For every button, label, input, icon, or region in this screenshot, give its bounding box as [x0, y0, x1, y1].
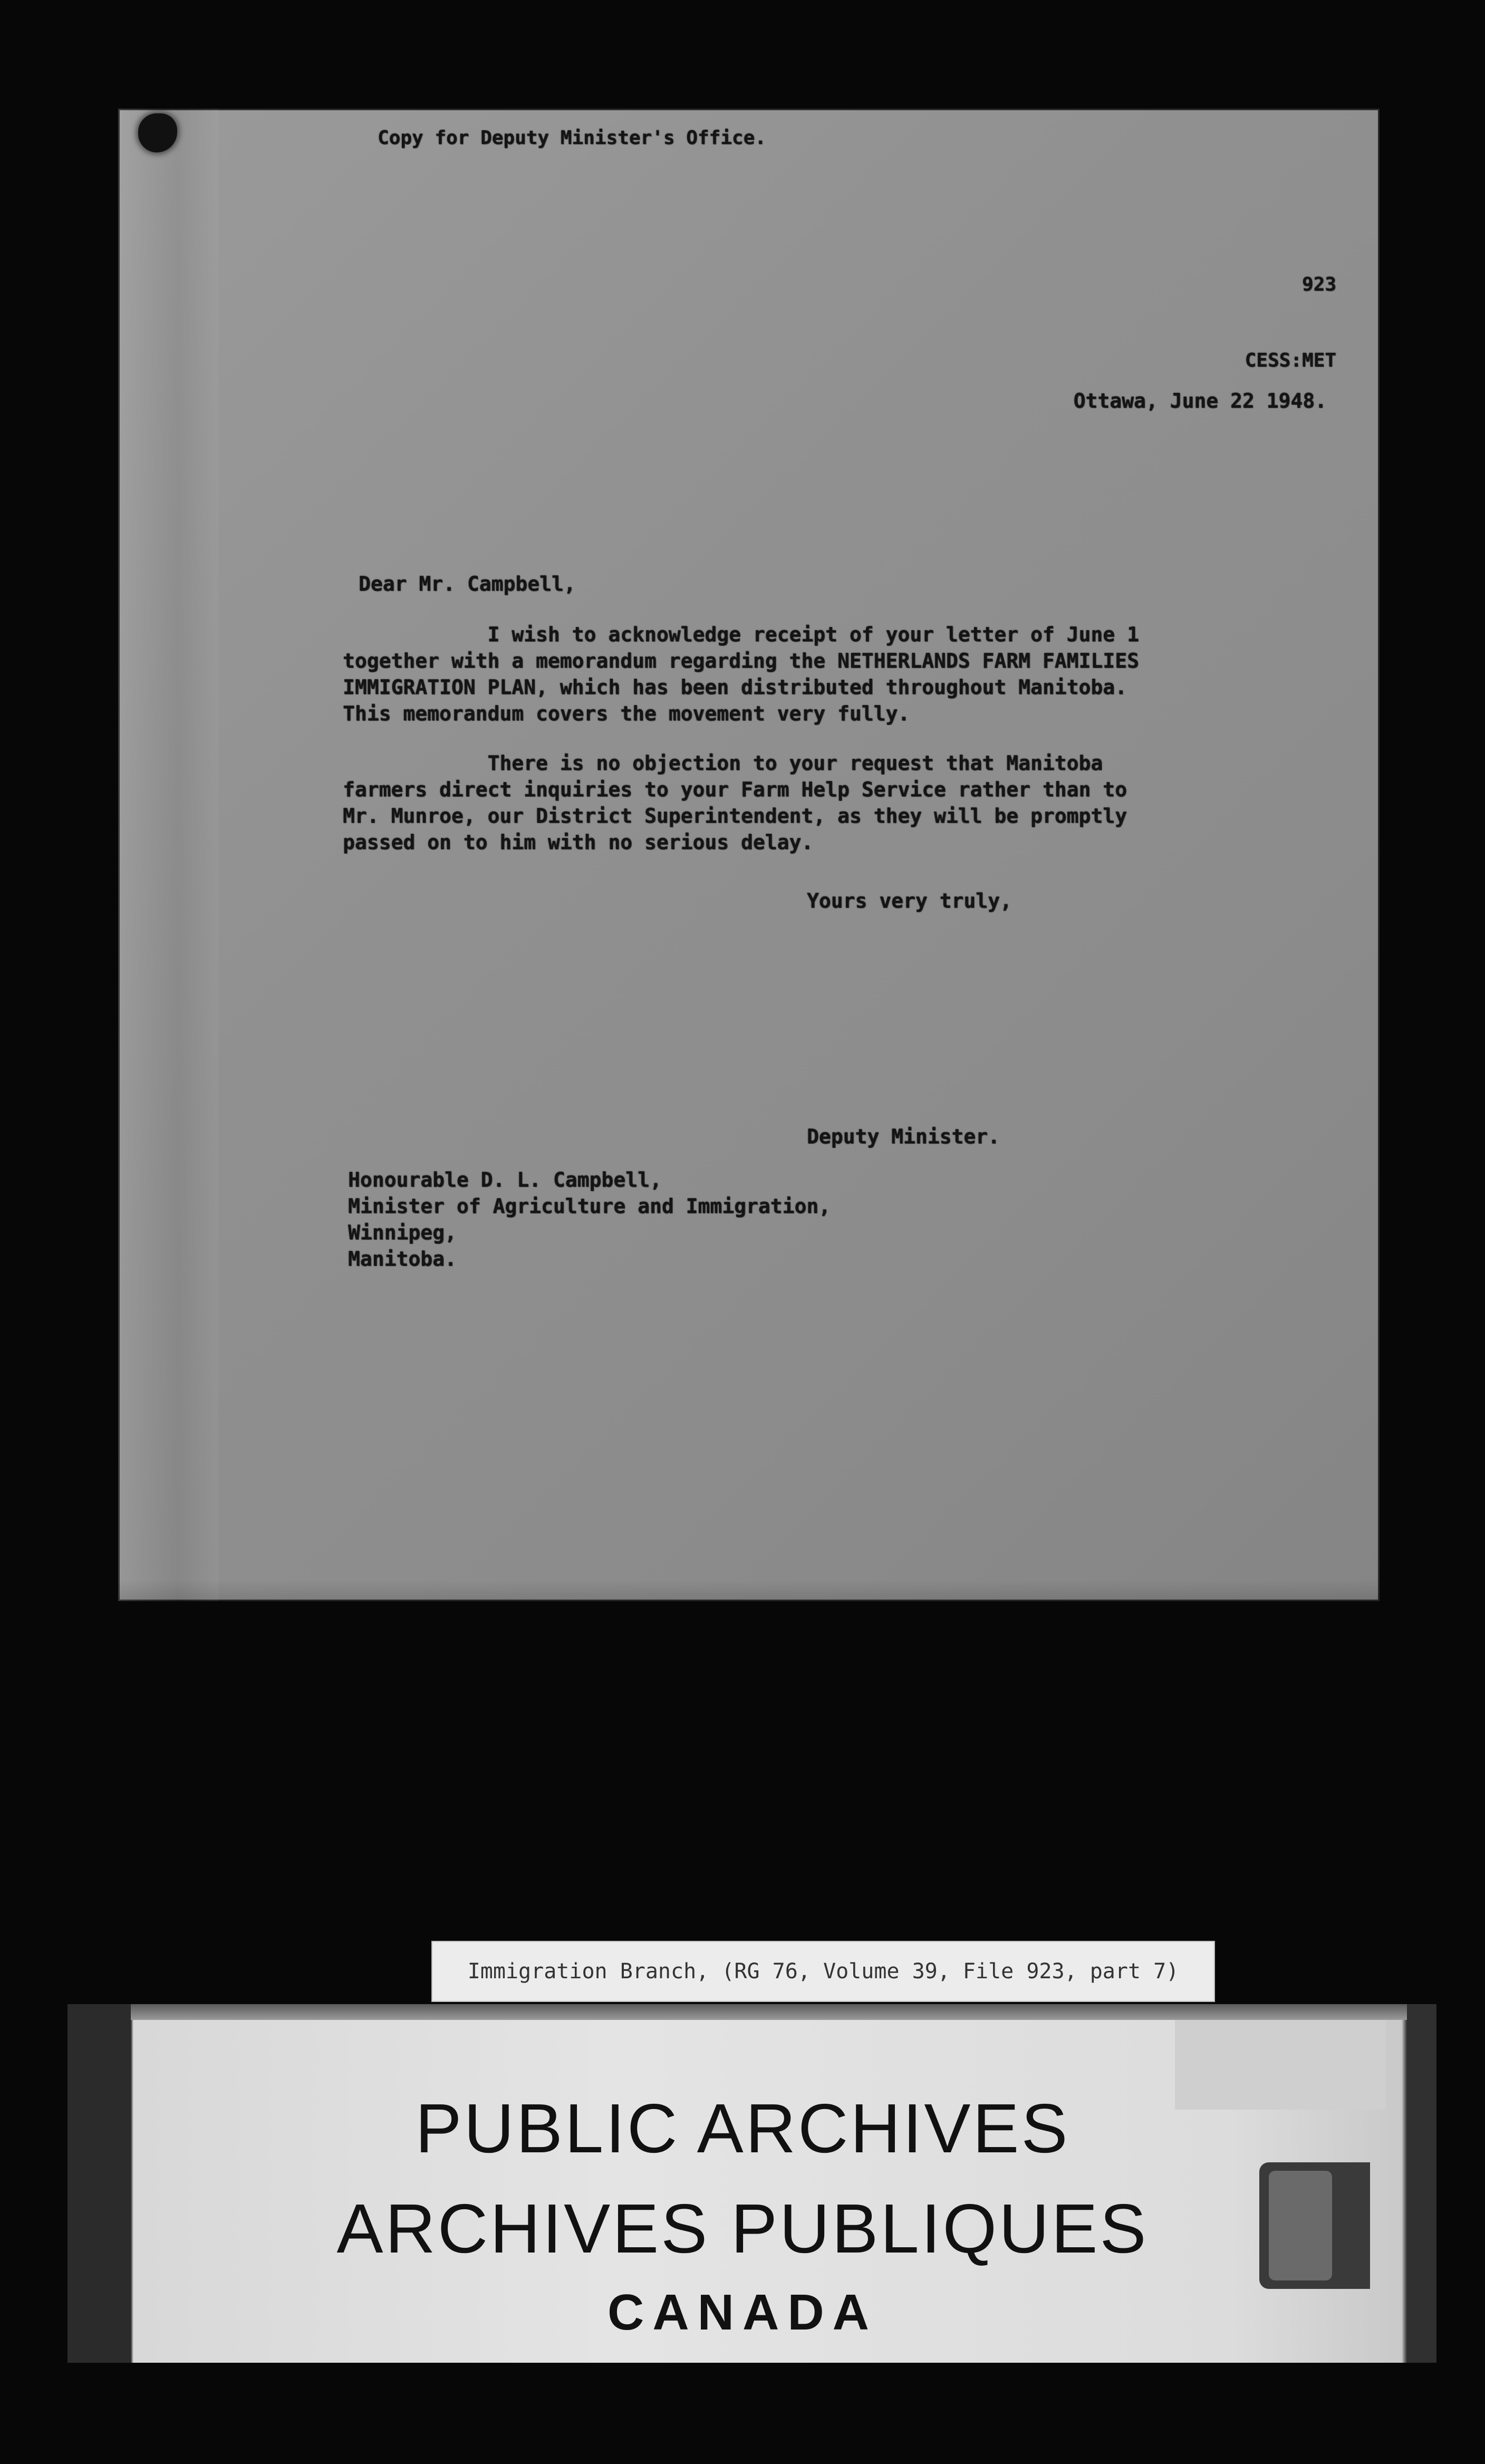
archive-title-french: ARCHIVES PUBLIQUES: [336, 2190, 1149, 2267]
paper-fold-shading: [118, 109, 218, 1601]
body-paragraph-1: I wish to acknowledge receipt of your letter of June 1 together with a memorandum regarding the NETHERLANDS FARM FAMILIES IMMIGRATION PLAN, which has been distributed throughout Manitoba. This memorandum covers the movement very fully.: [343, 623, 1139, 725]
paper-bottom-shadow: [118, 1580, 1380, 1601]
copy-note: Copy for Deputy Minister's Office.: [378, 127, 766, 149]
file-number: 923: [1301, 274, 1336, 295]
card-top-strip: [131, 2004, 1407, 2020]
date-line: Ottawa, June 22 1948.: [1073, 389, 1327, 412]
file-reference-block: [1245, 222, 1336, 399]
closing: Yours very truly,: [807, 889, 1012, 912]
typist-initials: CESS:MET: [1245, 350, 1336, 371]
archive-title-english: PUBLIC ARCHIVES: [415, 2090, 1070, 2167]
archive-reference-label: Immigration Branch, (RG 76, Volume 39, File 923, part 7): [431, 1941, 1215, 2002]
signature-title: Deputy Minister.: [807, 1125, 1000, 1148]
salutation: Dear Mr. Campbell,: [359, 572, 576, 595]
body-paragraph-2: There is no objection to your request that Manitoba farmers direct inquiries to your Farm Help Service rather than to Mr. Munroe, our District Superintendent, as they will be promptly passed on to him with no serious delay.: [343, 752, 1127, 854]
archive-country: CANADA: [608, 2284, 878, 2341]
recipient-address: Honourable D. L. Campbell, Minister of Agriculture and Immigration, Winnipeg, Manitoba.: [348, 1168, 831, 1270]
